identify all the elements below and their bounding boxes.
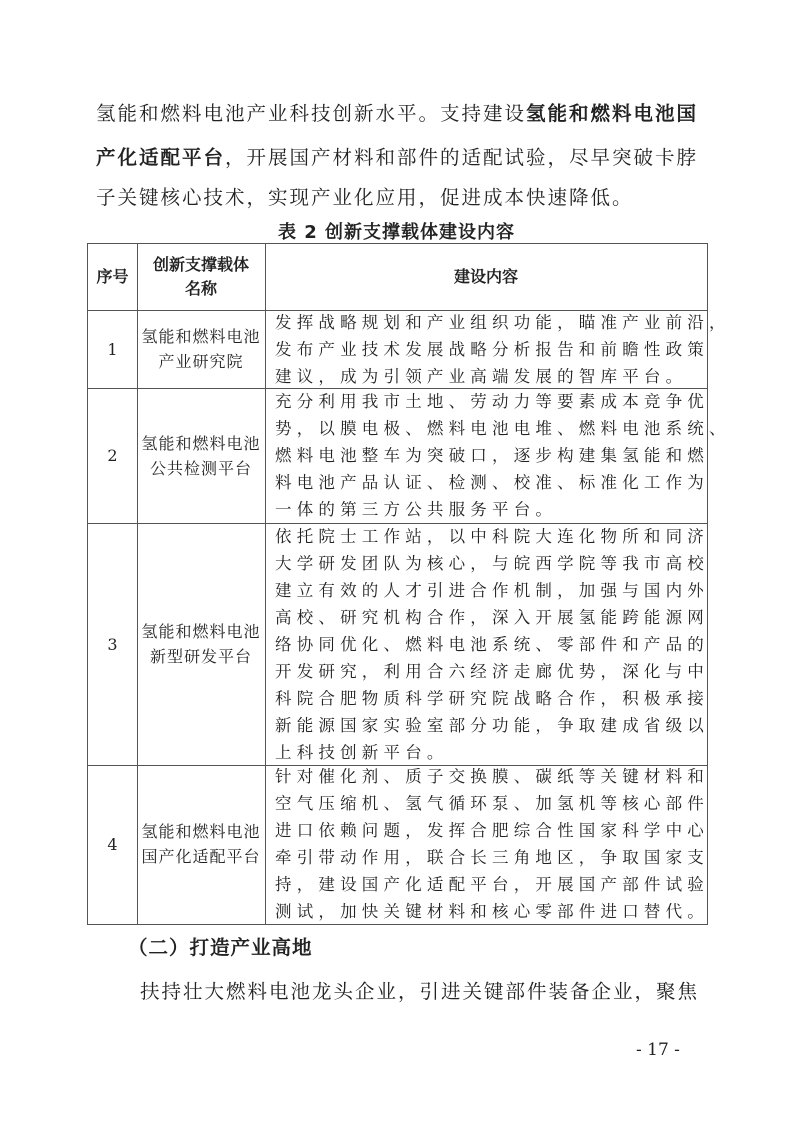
name-line: 氢能和燃料电池 bbox=[141, 327, 261, 346]
content-line: 料电池产品认证、检测、校准、标准化工作为 bbox=[275, 473, 709, 492]
row-serial: 2 bbox=[107, 446, 118, 465]
name-line: 新型研发平台 bbox=[149, 647, 252, 666]
content-line: 燃料电池整车为突破口，逐步构建集氢能和燃 bbox=[275, 446, 709, 465]
row-content bbox=[265, 765, 707, 923]
content-line: 大学研发团队为核心，与皖西学院等我市高校 bbox=[275, 553, 709, 573]
content-line: 充分利用我市土地、劳动力等要素成本竞争优 bbox=[275, 392, 709, 411]
content-line: 牵引带动作用，联合长三角地区，争取国家支 bbox=[275, 848, 709, 867]
header-carrier-name bbox=[137, 244, 265, 310]
paragraph-line bbox=[96, 98, 698, 126]
row-carrier-name bbox=[137, 310, 265, 388]
innovation-carrier-table bbox=[87, 243, 731, 925]
content-line: 依托院士工作站，以中科院大连化物所和同济 bbox=[275, 526, 709, 546]
bold-text: 产化适配平台 bbox=[96, 146, 226, 169]
header-text: 创新支撑载体 bbox=[152, 255, 249, 274]
row-carrier-name bbox=[137, 765, 265, 923]
content-line: 建议，成为引领产业高端发展的智库平台。 bbox=[275, 366, 688, 386]
content-line: 一体的第三方公共服务平台。 bbox=[275, 500, 558, 519]
content-line: 新能源国家实验室部分功能，争取建成省级以 bbox=[275, 715, 709, 735]
name-line: 氢能和燃料电池 bbox=[141, 622, 261, 641]
content-line: 上科技创新平台。 bbox=[275, 742, 449, 762]
name-line: 氢能和燃料电池 bbox=[141, 822, 261, 841]
name-line: 公共检测平台 bbox=[149, 458, 252, 478]
paragraph: 扶持壮大燃料电池龙头企业，引进关键部件装备企业，聚焦 bbox=[140, 980, 700, 1003]
name-line: 国产化适配平台 bbox=[141, 847, 261, 866]
content-line: 络协同优化、燃料电池系统、零部件和产品的 bbox=[275, 634, 709, 654]
content-line: 发挥战略规划和产业组织功能，瞄准产业前沿， bbox=[275, 312, 731, 332]
table-caption: 表 2 创新支撑载体建设内容 bbox=[277, 222, 516, 243]
content-line: 势，以膜电极、燃料电池电堆、燃料电池系统、 bbox=[275, 419, 731, 438]
content-line: 发布产业技术发展战略分析报告和前瞻性政策 bbox=[275, 339, 709, 359]
name-line: 氢能和燃料电池 bbox=[141, 433, 261, 453]
row-serial: 3 bbox=[107, 634, 118, 654]
content-line: 测试，加快关键材料和核心零部件进口替代。 bbox=[275, 902, 709, 921]
content-line: 针对催化剂、质子交换膜、碳纸等关键材料和 bbox=[275, 767, 709, 786]
text: 氢能和燃料电池产业科技创新水平。支持建设 bbox=[96, 102, 527, 125]
content-line: 开发研究，利用合六经济走廊优势，深化与中 bbox=[275, 661, 709, 681]
row-content bbox=[265, 310, 731, 388]
page-number: - 17 - bbox=[636, 1040, 680, 1060]
content-line: 进口依赖问题，发挥合肥综合性国家科学中心 bbox=[275, 821, 709, 840]
row-content bbox=[265, 388, 731, 523]
header-content: 建设内容 bbox=[453, 267, 518, 286]
content-line: 空气压缩机、氢气循环泵、加氢机等核心部件 bbox=[275, 794, 709, 813]
header-text: 名称 bbox=[184, 279, 217, 298]
content-line: 高校、研究机构合作，深入开展氢能跨能源网 bbox=[275, 607, 709, 627]
paragraph-line: 子关键核心技术，实现产业化应用，促进成本快速降低。 bbox=[96, 186, 634, 209]
row-serial: 4 bbox=[107, 834, 118, 854]
text: ，开展国产材料和部件的适配试验，尽早突破卡脖 bbox=[225, 146, 699, 169]
row-carrier-name bbox=[137, 523, 265, 765]
content-line: 建立有效的人才引进合作机制，加强与国内外 bbox=[275, 580, 709, 600]
row-carrier-name bbox=[137, 388, 265, 523]
content-line: 持，建设国产化适配平台，开展国产部件试验 bbox=[275, 875, 709, 894]
bold-text: 氢能和燃料电池国 bbox=[526, 102, 699, 125]
row-serial: 1 bbox=[107, 339, 118, 359]
name-line: 产业研究院 bbox=[158, 352, 244, 371]
paragraph-line bbox=[96, 142, 698, 170]
content-line: 科院合肥物质科学研究院战略合作，积极承接 bbox=[275, 688, 709, 708]
section-heading: （二）打造产业高地 bbox=[128, 936, 313, 959]
header-serial: 序号 bbox=[96, 267, 129, 286]
row-content bbox=[265, 523, 707, 765]
